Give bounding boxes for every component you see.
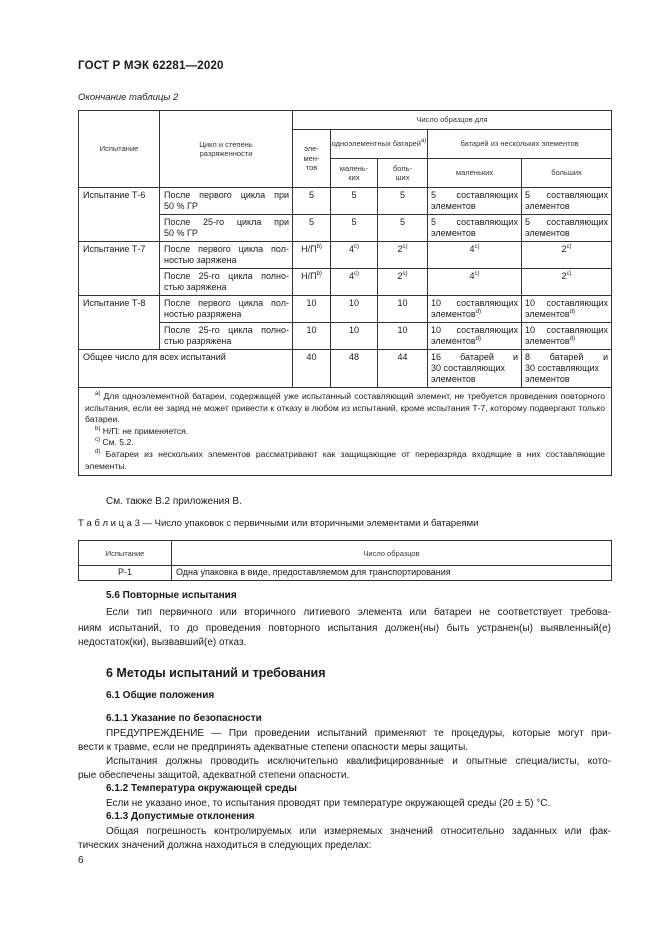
cell-small: 4$^{c)}$: [331, 242, 378, 269]
cell-multi-large: 10 составляющих элементов$^{d)}$: [522, 296, 612, 323]
cell-multi-large: 5 составляющих элементов: [522, 188, 612, 215]
cell-elements: $Н/П^{b)}$: [293, 269, 331, 296]
cell-multi-small: 10 составляющих элементов$^{d)}$: [428, 323, 522, 350]
footnote-b: $^{b)}$ Н/П: не применяется.: [95, 425, 189, 436]
cell-multi-small: 10 составляющих элементов$^{d)}$: [428, 296, 522, 323]
cycle-cell: После первого цикла пол- ностью заряжена: [160, 242, 293, 269]
cycle-cell: После 25-го цикла полно- стью разряжена: [160, 323, 293, 350]
header-test: Испытание: [79, 111, 160, 188]
cell-large: 2$^{c)}$: [378, 242, 428, 269]
section-6-title: 6 Методы испытаний и требования: [106, 666, 326, 680]
cell-test: Р-1: [79, 566, 172, 581]
staff-line-2: рые обеспечены защитой, адекватной степени опасности.: [78, 770, 350, 781]
section-5-6-body: ниям испытаний, то до проведения повторного испытания должен(ны) быть устранен(ы) выявленный(е) недостаток(ки), вызвавший(е) отказ.: [78, 623, 611, 648]
section-6-1-2-title: 6.1.2 Температура окружающей среды: [106, 783, 297, 794]
header-test: Испытание: [79, 541, 172, 566]
cell-elements: 5: [293, 215, 331, 242]
section-6-1-title: 6.1 Общие положения: [106, 690, 215, 701]
footnote-d: $^{d)}$ Батареи из нескольких элементов рассматривают как защищающие от переразряда входящие в них составляющие элементы.: [85, 448, 606, 471]
test-name: Испытание Т-8: [79, 296, 160, 350]
cell-multi-large: 8 батарей и 30 составляющих элементов: [522, 350, 612, 388]
cell-samples: Одна упаковка в виде, предоставляемом для транспортирования: [172, 566, 612, 581]
cycle-cell: После 25-го цикла при 50 % ГР: [160, 215, 293, 242]
table-row: [79, 566, 612, 581]
header-samples: Число образцов для: [293, 111, 612, 130]
footnote-c: $^{c)}$ См. 5.2.: [95, 437, 134, 448]
footnote-a: $^{a)}$ Для одноэлементной батареи, содержащей уже испытанный составляющий элемент, не требуется проведения повторного испытания, если ее заряд не может привести к отказу в любом из испытаний, кроме испытания Т-7, которому подвергают только батареи.: [85, 391, 606, 425]
cycle-cell: После первого цикла пол- ностью разряжена: [160, 296, 293, 323]
cell-elements: $Н/П^{b)}$: [293, 242, 331, 269]
cell-large: 5: [378, 215, 428, 242]
header-small: малень-ких: [331, 159, 378, 188]
cell-elements: 10: [293, 296, 331, 323]
cell-multi-large: 2$^{c)}$: [522, 269, 612, 296]
cell-multi-small: 4$^{c)}$: [428, 269, 522, 296]
page-number: 6: [78, 855, 84, 866]
section-5-6-line-1: Если тип первичного или вторичного литиевого элемента или батареи не соответствует требова-: [106, 607, 611, 618]
cell-multi-large: 10 составляющих элементов$^{d)}$: [522, 323, 612, 350]
document-header: ГОСТ Р МЭК 62281—2020: [78, 60, 224, 72]
cycle-cell: После первого цикла при 50 % ГР: [160, 188, 293, 215]
header-samples: Число образцов: [172, 541, 612, 566]
cell-small: 5: [331, 188, 378, 215]
cell-multi-small: 5 составляющих элементов: [428, 215, 522, 242]
header-cycle: Цикл и степень разряженности: [160, 111, 293, 188]
table-2: [78, 110, 612, 476]
tolerance-line-2: тических значений должна находиться в следующих пределах:: [78, 840, 372, 851]
section-5-6-title: 5.6 Повторные испытания: [106, 590, 237, 601]
table-row: [79, 188, 612, 215]
staff-line-1: Испытания должны проводить исключительно квалифицированные и опытные специалисты, кото-: [106, 756, 611, 767]
cell-large: 2$^{c)}$: [378, 269, 428, 296]
cell-large: 44: [378, 350, 428, 388]
cell-small: 48: [331, 350, 378, 388]
cell-small: 4$^{c)}$: [331, 269, 378, 296]
cell-multi-small: 16 батарей и 30 составляющих элементов: [428, 350, 522, 388]
header-multi: батарей из нескольких элементов: [428, 130, 612, 159]
header-multi-large: больших: [522, 159, 612, 188]
table-row: [79, 296, 612, 323]
table3-caption: Т а б л и ц а 3 — Число упаковок с первичными или вторичными элементами и батареями: [78, 518, 479, 529]
warning-line-2: вести к травме, если не предпринять адекватные степени опасности меры защиты.: [78, 742, 469, 753]
cell-multi-large: 2$^{c)}$: [522, 242, 612, 269]
cell-large: 5: [378, 188, 428, 215]
cell-multi-small: 4$^{c)}$: [428, 242, 522, 269]
tolerance-line-1: Общая погрешность контролируемых или измеряемых значений относительно заданных или фак-: [106, 826, 611, 837]
cell-large: 10: [378, 323, 428, 350]
table2-caption: Окончание таблицы 2: [78, 92, 179, 103]
see-also: См. также В.2 приложения В.: [106, 496, 242, 507]
test-name: Испытание Т-6: [79, 188, 160, 242]
header-elements: эле-мен-тов: [293, 130, 331, 188]
header-multi-small: маленьких: [428, 159, 522, 188]
cell-elements: 10: [293, 323, 331, 350]
cell-elements: 5: [293, 188, 331, 215]
test-name: Испытание Т-7: [79, 242, 160, 296]
temperature-text: Если не указано иное, то испытания проводят при температуре окружающей среды (20 ± 5) °C.: [106, 798, 551, 809]
footnotes: [79, 388, 612, 476]
cell-elements: 40: [293, 350, 331, 388]
cell-multi-large: 5 составляющих элементов: [522, 215, 612, 242]
cycle-cell: После 25-го цикла полно- стью заряжена: [160, 269, 293, 296]
footnotes-row: [79, 388, 612, 476]
header-single: одноэлементных батарей$^{a)}$: [331, 130, 428, 159]
table-row-total: [79, 350, 612, 388]
section-6-1-1-title: 6.1.1 Указание по безопасности: [106, 713, 262, 724]
warning-line-1: ПРЕДУПРЕЖДЕНИЕ — При проведении испытаний применяют те процедуры, которые могут при-: [106, 728, 611, 739]
cell-small: 10: [331, 296, 378, 323]
cell-multi-small: 5 составляющих элементов: [428, 188, 522, 215]
total-label: Общее число для всех испытаний: [79, 350, 293, 388]
table-row: [79, 242, 612, 269]
section-6-1-3-title: 6.1.3 Допустимые отклонения: [106, 811, 255, 822]
table-3: [78, 540, 612, 581]
cell-small: 10: [331, 323, 378, 350]
header-large: боль-ших: [378, 159, 428, 188]
cell-small: 5: [331, 215, 378, 242]
cell-large: 10: [378, 296, 428, 323]
